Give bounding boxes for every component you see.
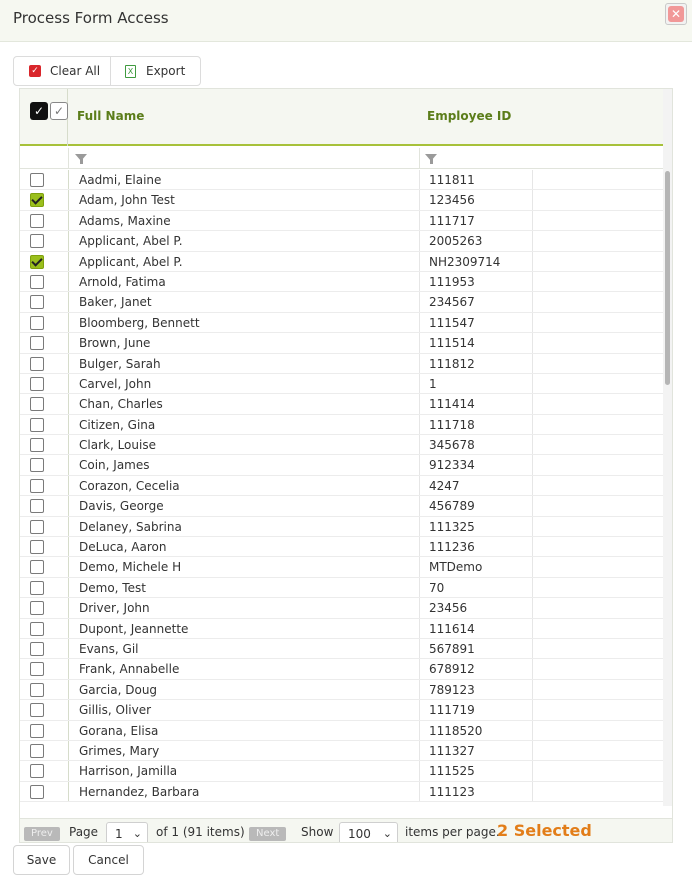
- export-label: Export: [146, 64, 186, 78]
- table-row[interactable]: [20, 170, 663, 190]
- column-divider: [419, 435, 420, 454]
- column-divider: [68, 313, 69, 332]
- row-checkbox[interactable]: [30, 764, 44, 778]
- column-divider: [419, 721, 420, 740]
- full-name-cell: Coin, James: [79, 458, 150, 473]
- employee-id-cell: 111236: [429, 540, 475, 555]
- show-label: Show: [301, 825, 334, 839]
- employee-id-cell: 111327: [429, 743, 475, 758]
- column-divider: [419, 313, 420, 332]
- column-divider: [532, 354, 533, 373]
- column-divider: [532, 680, 533, 699]
- row-checkbox[interactable]: [30, 234, 44, 248]
- row-checkbox[interactable]: [30, 336, 44, 350]
- employee-id-cell: 111812: [429, 356, 475, 371]
- column-divider: [419, 619, 420, 638]
- row-checkbox[interactable]: [30, 316, 44, 330]
- row-checkbox[interactable]: [30, 785, 44, 799]
- employee-id-cell: 345678: [429, 438, 475, 453]
- column-divider: [532, 700, 533, 719]
- column-divider: [68, 455, 69, 474]
- row-checkbox[interactable]: [30, 683, 44, 697]
- row-checkbox[interactable]: [30, 458, 44, 472]
- column-divider: [68, 659, 69, 678]
- table-row[interactable]: [20, 700, 663, 720]
- employee-id-cell: 23456: [429, 601, 468, 616]
- column-divider: [68, 252, 69, 271]
- table-row[interactable]: [20, 680, 663, 700]
- full-name-cell: Citizen, Gina: [79, 417, 156, 432]
- column-divider: [68, 292, 69, 311]
- row-checkbox[interactable]: [30, 560, 44, 574]
- column-divider: [419, 292, 420, 311]
- employee-id-cell: 111719: [429, 703, 475, 718]
- column-divider: [419, 374, 420, 393]
- pager: [20, 818, 672, 843]
- column-divider: [68, 272, 69, 291]
- grid-rows: [20, 170, 663, 806]
- column-divider: [419, 761, 420, 780]
- column-divider: [532, 598, 533, 617]
- per-page-suffix: items per page.: [405, 825, 500, 839]
- column-header-full-name[interactable]: Full Name: [77, 109, 145, 123]
- column-divider: [68, 211, 69, 230]
- row-checkbox[interactable]: [30, 397, 44, 411]
- table-row[interactable]: [20, 374, 663, 394]
- table-row[interactable]: [20, 537, 663, 557]
- full-name-cell: Brown, June: [79, 336, 151, 351]
- column-divider: [532, 619, 533, 638]
- column-divider: [68, 394, 69, 413]
- per-page-select[interactable]: [339, 822, 398, 843]
- column-divider: [532, 211, 533, 230]
- column-divider: [419, 415, 420, 434]
- column-divider: [532, 313, 533, 332]
- scrollbar-thumb[interactable]: [665, 171, 670, 385]
- toolbar: [13, 56, 201, 86]
- table-row[interactable]: [20, 659, 663, 679]
- full-name-cell: Garcia, Doug: [79, 682, 158, 697]
- row-checkbox[interactable]: [30, 418, 44, 432]
- full-name-cell: Applicant, Abel P.: [79, 234, 183, 249]
- page-label: Page: [69, 825, 99, 839]
- column-divider: [68, 782, 69, 801]
- column-divider: [419, 231, 420, 250]
- full-name-cell: Dupont, Jeannette: [79, 621, 189, 636]
- employee-id-cell: 567891: [429, 641, 475, 656]
- table-row[interactable]: [20, 231, 663, 251]
- select-all-checkbox[interactable]: ✓: [30, 102, 48, 120]
- selected-count: 2 Selected: [497, 821, 592, 840]
- full-name-cell: Delaney, Sabrina: [79, 519, 182, 534]
- row-checkbox[interactable]: [30, 601, 44, 615]
- column-divider: [68, 170, 69, 189]
- table-row[interactable]: [20, 394, 663, 414]
- column-divider: [68, 680, 69, 699]
- employee-id-cell: 111614: [429, 621, 475, 636]
- column-divider: [419, 741, 420, 760]
- next-page-button[interactable]: Next: [249, 827, 286, 841]
- export-button[interactable]: [111, 57, 185, 85]
- row-checkbox[interactable]: [30, 499, 44, 513]
- employee-id-cell: 678912: [429, 662, 475, 677]
- column-divider: [68, 598, 69, 617]
- column-divider: [419, 333, 420, 352]
- per-page-value: 100: [348, 827, 371, 841]
- employee-id-cell: 234567: [429, 295, 475, 310]
- row-checkbox[interactable]: [30, 357, 44, 371]
- full-name-cell: Harrison, Jamilla: [79, 764, 178, 779]
- employee-id-cell: 912334: [429, 458, 475, 473]
- employee-id-cell: 111717: [429, 213, 475, 228]
- employee-id-cell: 111414: [429, 397, 475, 412]
- column-divider: [68, 333, 69, 352]
- employee-id-cell: 456789: [429, 499, 475, 514]
- table-row[interactable]: [20, 782, 663, 802]
- column-divider: [532, 435, 533, 454]
- row-checkbox[interactable]: [30, 193, 44, 207]
- full-name-cell: Davis, George: [79, 499, 164, 514]
- column-divider: [68, 354, 69, 373]
- full-name-cell: Evans, Gil: [79, 641, 139, 656]
- column-divider: [419, 659, 420, 678]
- row-checkbox[interactable]: [30, 520, 44, 534]
- full-name-cell: DeLuca, Aaron: [79, 540, 167, 555]
- column-divider: [68, 231, 69, 250]
- column-divider: [68, 639, 69, 658]
- column-divider: [419, 354, 420, 373]
- full-name-cell: Bloomberg, Bennett: [79, 315, 200, 330]
- employee-id-cell: 4247: [429, 478, 460, 493]
- clear-all-label: Clear All: [50, 64, 101, 78]
- column-divider: [419, 496, 420, 515]
- column-divider: [532, 455, 533, 474]
- employee-id-cell: 111325: [429, 519, 475, 534]
- column-divider: [532, 761, 533, 780]
- dialog-title: Process Form Access: [13, 9, 169, 27]
- table-row[interactable]: [20, 761, 663, 781]
- column-divider: [419, 170, 420, 189]
- column-divider: [419, 537, 420, 556]
- column-divider: [68, 435, 69, 454]
- table-row[interactable]: [20, 455, 663, 475]
- full-name-cell: Grimes, Mary: [79, 743, 160, 758]
- row-checkbox[interactable]: [30, 724, 44, 738]
- row-checkbox[interactable]: [30, 642, 44, 656]
- row-checkbox[interactable]: [30, 255, 44, 269]
- employee-id-cell: 111718: [429, 417, 475, 432]
- column-divider: [419, 190, 420, 209]
- column-divider: [419, 148, 420, 169]
- full-name-cell: Aadmi, Elaine: [79, 173, 162, 187]
- column-divider: [532, 170, 533, 189]
- excel-icon: X: [125, 65, 136, 78]
- column-divider: [419, 476, 420, 495]
- column-divider: [68, 578, 69, 597]
- column-divider: [532, 231, 533, 250]
- save-button[interactable]: Save: [13, 845, 70, 875]
- full-name-cell: Hernandez, Barbara: [79, 784, 200, 799]
- column-divider: [419, 578, 420, 597]
- column-divider: [532, 659, 533, 678]
- dialog-titlebar: [0, 0, 692, 42]
- close-icon: ✕: [668, 6, 684, 22]
- table-row[interactable]: [20, 496, 663, 516]
- row-checkbox[interactable]: [30, 214, 44, 228]
- column-divider: [532, 292, 533, 311]
- column-divider: [532, 517, 533, 536]
- column-divider: [532, 578, 533, 597]
- row-checkbox[interactable]: [30, 173, 44, 187]
- column-divider: [419, 557, 420, 576]
- chevron-down-icon: ⌄: [382, 827, 392, 840]
- row-checkbox[interactable]: [30, 662, 44, 676]
- column-divider: [68, 761, 69, 780]
- column-divider: [532, 476, 533, 495]
- column-divider: [419, 680, 420, 699]
- column-divider: [532, 496, 533, 515]
- filter-row: [20, 148, 663, 169]
- employee-id-cell: 1: [429, 376, 437, 391]
- column-divider: [68, 190, 69, 209]
- column-divider: [532, 394, 533, 413]
- column-divider: [532, 252, 533, 271]
- column-divider: [419, 455, 420, 474]
- column-header-employee-id[interactable]: Employee ID: [427, 109, 512, 123]
- table-row[interactable]: [20, 741, 663, 761]
- employee-id-cell: 70: [429, 580, 445, 595]
- column-divider: [419, 211, 420, 230]
- column-divider: [532, 374, 533, 393]
- table-row[interactable]: [20, 190, 663, 210]
- full-name-cell: Clark, Louise: [79, 438, 156, 453]
- full-name-cell: Baker, Janet: [79, 295, 152, 310]
- column-divider: [68, 148, 69, 169]
- employee-id-cell: 789123: [429, 682, 475, 697]
- column-divider: [68, 721, 69, 740]
- employee-id-cell: 2005263: [429, 234, 483, 249]
- column-divider: [419, 639, 420, 658]
- full-name-cell: Adam, John Test: [79, 193, 175, 208]
- employee-id-cell: 123456: [429, 193, 475, 208]
- table-row[interactable]: [20, 619, 663, 639]
- table-row[interactable]: [20, 517, 663, 537]
- close-button[interactable]: [665, 3, 687, 25]
- grid-header: [20, 89, 663, 146]
- table-row[interactable]: [20, 721, 663, 741]
- employee-id-cell: 111123: [429, 784, 475, 799]
- table-row[interactable]: [20, 598, 663, 618]
- vertical-scrollbar[interactable]: [663, 89, 673, 806]
- row-checkbox[interactable]: [30, 295, 44, 309]
- table-row[interactable]: [20, 313, 663, 333]
- page-count-text: of 1 (91 items): [156, 825, 245, 839]
- full-name-cell: Demo, Michele H: [79, 560, 182, 575]
- full-name-cell: Gillis, Oliver: [79, 703, 152, 718]
- table-row[interactable]: [20, 557, 663, 577]
- column-divider: [419, 598, 420, 617]
- row-checkbox[interactable]: [30, 540, 44, 554]
- column-divider: [419, 252, 420, 271]
- table-row[interactable]: [20, 415, 663, 435]
- column-divider: [68, 476, 69, 495]
- filter-name-icon[interactable]: [75, 154, 87, 161]
- full-name-cell: Chan, Charles: [79, 397, 163, 412]
- row-checkbox[interactable]: [30, 744, 44, 758]
- table-row[interactable]: [20, 578, 663, 598]
- full-name-cell: Driver, John: [79, 601, 150, 616]
- column-divider: [68, 517, 69, 536]
- employee-id-cell: 111953: [429, 274, 475, 289]
- table-row[interactable]: [20, 333, 663, 353]
- column-divider: [68, 415, 69, 434]
- page-select[interactable]: [106, 822, 148, 843]
- row-checkbox[interactable]: [30, 479, 44, 493]
- employee-id-cell: MTDemo: [429, 560, 483, 575]
- employee-id-cell: 1118520: [429, 723, 483, 738]
- chevron-down-icon: ⌄: [132, 827, 142, 840]
- row-checkbox[interactable]: [30, 703, 44, 717]
- row-checkbox[interactable]: [30, 275, 44, 289]
- column-divider: [68, 537, 69, 556]
- filter-id-icon[interactable]: [425, 154, 437, 161]
- full-name-cell: Gorana, Elisa: [79, 723, 159, 738]
- page-select-value: 1: [115, 827, 123, 841]
- employee-id-cell: NH2309714: [429, 254, 501, 269]
- table-row[interactable]: [20, 252, 663, 272]
- column-divider: [532, 557, 533, 576]
- header-check-column: [20, 89, 68, 146]
- column-divider: [68, 619, 69, 638]
- column-divider: [532, 782, 533, 801]
- table-row[interactable]: [20, 211, 663, 231]
- column-divider: [419, 782, 420, 801]
- employee-grid: [19, 88, 673, 843]
- table-row[interactable]: [20, 292, 663, 312]
- column-divider: [532, 537, 533, 556]
- column-divider: [68, 700, 69, 719]
- table-row[interactable]: [20, 435, 663, 455]
- column-divider: [68, 557, 69, 576]
- column-divider: [68, 496, 69, 515]
- column-divider: [419, 517, 420, 536]
- table-row[interactable]: [20, 639, 663, 659]
- row-checkbox[interactable]: [30, 581, 44, 595]
- employee-id-cell: 111811: [429, 173, 475, 187]
- full-name-cell: Applicant, Abel P.: [79, 254, 183, 269]
- column-divider: [419, 700, 420, 719]
- column-divider: [68, 741, 69, 760]
- full-name-cell: Frank, Annabelle: [79, 662, 180, 677]
- employee-id-cell: 111514: [429, 336, 475, 351]
- row-checkbox[interactable]: [30, 438, 44, 452]
- column-divider: [532, 190, 533, 209]
- table-row[interactable]: [20, 476, 663, 496]
- column-divider: [68, 374, 69, 393]
- employee-id-cell: 111547: [429, 315, 475, 330]
- clear-checkbox-icon: ✓: [29, 65, 41, 77]
- column-divider: [532, 272, 533, 291]
- full-name-cell: Adams, Maxine: [79, 213, 171, 228]
- cancel-button[interactable]: Cancel: [73, 845, 144, 875]
- column-divider: [532, 415, 533, 434]
- column-divider: [419, 272, 420, 291]
- full-name-cell: Demo, Test: [79, 580, 146, 595]
- full-name-cell: Arnold, Fatima: [79, 274, 166, 289]
- table-row[interactable]: [20, 354, 663, 374]
- full-name-cell: Bulger, Sarah: [79, 356, 161, 371]
- column-divider: [532, 639, 533, 658]
- column-divider: [532, 721, 533, 740]
- row-checkbox[interactable]: [30, 622, 44, 636]
- column-divider: [532, 333, 533, 352]
- table-row[interactable]: [20, 272, 663, 292]
- full-name-cell: Corazon, Cecelia: [79, 478, 180, 493]
- prev-page-button[interactable]: Prev: [24, 827, 60, 841]
- column-divider: [419, 394, 420, 413]
- row-checkbox[interactable]: [30, 377, 44, 391]
- full-name-cell: Carvel, John: [79, 376, 152, 391]
- column-divider: [532, 741, 533, 760]
- select-page-checkbox[interactable]: ✓: [50, 102, 68, 120]
- employee-id-cell: 111525: [429, 764, 475, 779]
- clear-all-button[interactable]: [14, 57, 111, 85]
